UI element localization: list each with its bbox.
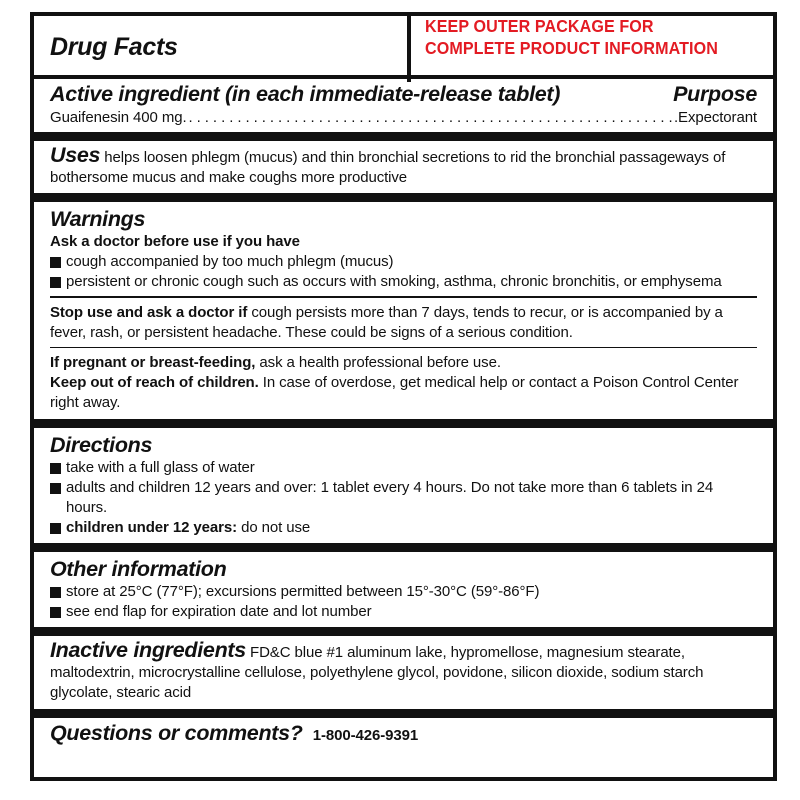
warnings-heading: Warnings xyxy=(50,207,146,231)
bullet-square-icon xyxy=(50,523,61,534)
bullet-text: take with a full glass of water xyxy=(66,459,255,476)
bullet-square-icon xyxy=(50,277,61,288)
list-item xyxy=(50,272,757,292)
other-information-heading: Other information xyxy=(50,557,227,581)
directions-heading: Directions xyxy=(50,433,153,457)
directions-list xyxy=(50,458,757,538)
pregnancy-children-block xyxy=(34,348,773,419)
list-item xyxy=(50,602,757,622)
children-directions-heading: children under 12 years: xyxy=(66,519,238,536)
active-ingredient-heading: Active ingredient (in each immediate-release tablet) xyxy=(50,82,561,106)
questions-section xyxy=(34,718,773,746)
bullet-text: see end flap for expiration date and lot number xyxy=(66,603,372,620)
uses-heading: Uses xyxy=(50,143,101,167)
ingredient-name: Guaifenesin 400 mg. xyxy=(50,109,187,126)
list-item xyxy=(50,252,757,272)
leader-dots xyxy=(189,108,672,128)
list-item xyxy=(50,458,757,478)
bullet-text: persistent or chronic cough such as occurs with smoking, asthma, chronic bronchitis, or emphysema xyxy=(66,273,722,290)
list-item xyxy=(50,582,757,602)
uses-text: helps loosen phlegm (mucus) and thin bronchial secretions to rid the bronchial passageways of bothersome mucus and make coughs more productive xyxy=(50,149,726,186)
bullet-square-icon xyxy=(50,483,61,494)
uses-section xyxy=(34,141,773,193)
active-ingredient-section xyxy=(34,79,773,132)
questions-heading: Questions or comments? xyxy=(50,721,303,745)
section-bar xyxy=(34,543,773,552)
drug-facts-panel xyxy=(34,30,773,746)
section-bar xyxy=(34,193,773,202)
ingredient-row xyxy=(50,108,757,132)
children-warning-text: In case of overdose, get medical help or contact a Poison Control Center right away. xyxy=(50,374,739,411)
active-ingredient-header-row xyxy=(50,79,757,108)
bullet-square-icon xyxy=(50,463,61,474)
ingredient-purpose: .Expectorant xyxy=(673,109,757,126)
section-bar xyxy=(34,627,773,636)
section-bar xyxy=(34,132,773,141)
bullet-square-icon xyxy=(50,257,61,268)
drug-facts-title: Drug Facts xyxy=(50,33,178,61)
ask-doctor-list xyxy=(50,252,757,292)
children-directions-text: do not use xyxy=(237,519,311,536)
pregnant-heading: If pregnant or breast-feeding, xyxy=(50,354,256,371)
bullet-text: adults and children 12 years and over: 1 tablet every 4 hours. Do not take more than 6 tablets in 24 hours. xyxy=(66,479,714,516)
list-item xyxy=(50,478,757,518)
phone-number: 1-800-426-9391 xyxy=(312,727,419,744)
list-item xyxy=(50,518,757,538)
other-information-section xyxy=(34,552,773,627)
bullet-square-icon xyxy=(50,607,61,618)
children-warning-heading: Keep out of reach of children. xyxy=(50,374,259,391)
bullet-square-icon xyxy=(50,587,61,598)
inactive-ingredients-section xyxy=(34,636,773,709)
purpose-heading: Purpose xyxy=(673,82,757,106)
pregnant-text: ask a health professional before use. xyxy=(255,354,501,371)
section-bar xyxy=(34,709,773,718)
directions-section xyxy=(34,428,773,543)
notice-line-1: KEEP OUTER PACKAGE FOR xyxy=(425,16,654,36)
stop-use-text: cough persists more than 7 days, tends to recur, or is accompanied by a fever, rash, or persistent headache. These could be signs of a serious condition. xyxy=(50,303,723,341)
stop-use-block xyxy=(34,298,773,347)
warnings-section xyxy=(34,202,773,296)
section-bar xyxy=(34,419,773,428)
inactive-ingredients-text: FD&C blue #1 aluminum lake, hypromellose, magnesium stearate, maltodextrin, microcrystalline cellulose, polyethylene glycol, povidone, silicon dioxide, sodium starch glycolate, stearic acid xyxy=(50,644,704,701)
bullet-text: store at 25°C (77°F); excursions permitted between 15°-30°C (59°-86°F) xyxy=(66,583,540,600)
other-information-list xyxy=(50,582,757,622)
notice-line-2: COMPLETE PRODUCT INFORMATION xyxy=(425,38,718,58)
stop-use-heading: Stop use and ask a doctor if xyxy=(50,303,248,321)
inactive-ingredients-heading: Inactive ingredients xyxy=(50,638,246,662)
ask-doctor-heading: Ask a doctor before use if you have xyxy=(50,233,300,250)
bullet-text: cough accompanied by too much phlegm (mucus) xyxy=(66,253,394,270)
